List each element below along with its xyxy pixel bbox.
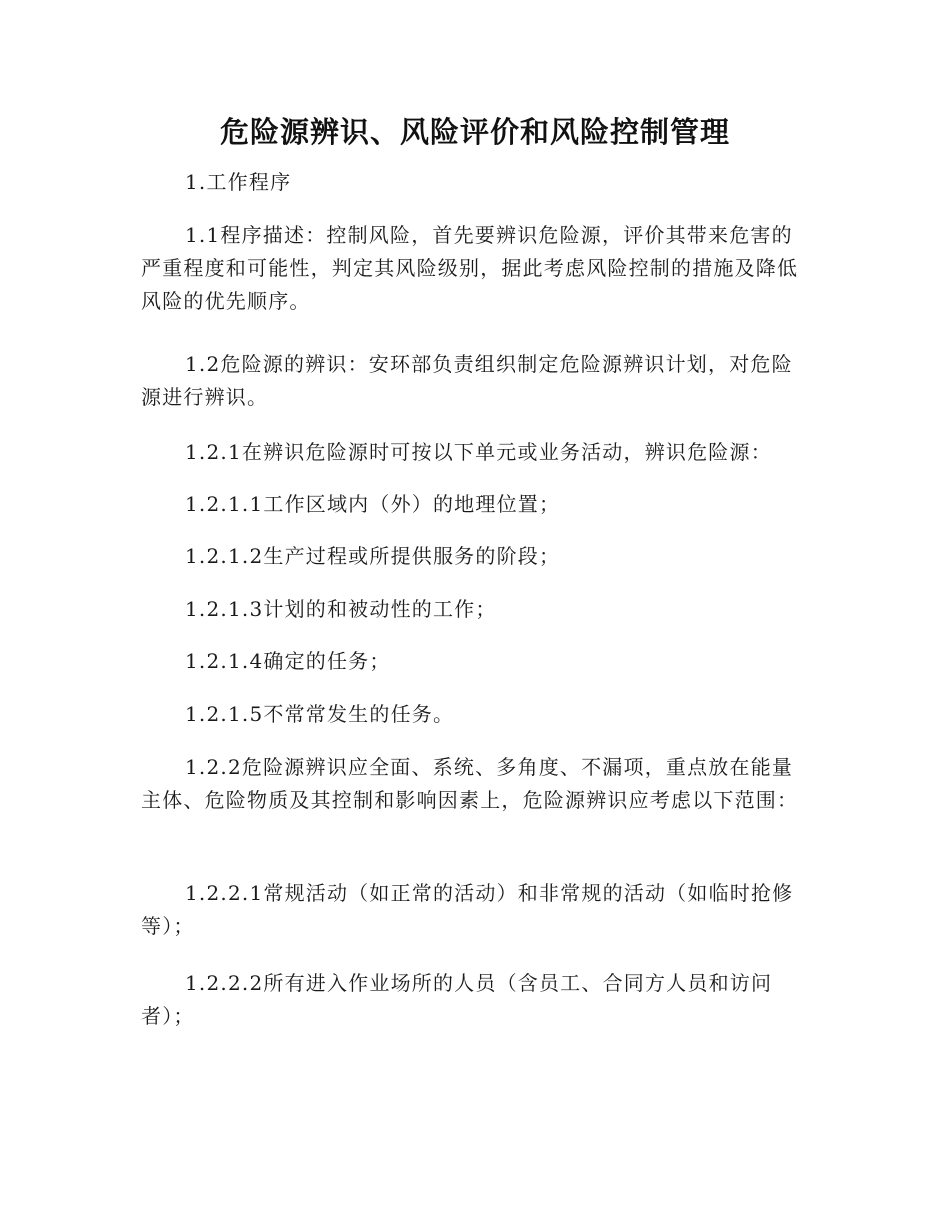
paragraph-1-2-1-4: 1.2.1.4确定的任务； <box>185 649 391 673</box>
paragraph-1-2-2-2: 1.2.2.2所有进入作业场所的人员（含员工、合同方人员和访问者）； <box>141 971 773 1028</box>
paragraph-1-2-1: 1.2.1在辨识危险源时可按以下单元或业务活动，辨识危险源： <box>185 440 772 464</box>
paragraph-1-1: 1.1程序描述：控制风险，首先要辨识危险源，评价其带来危害的严重程度和可能性，判定其风险级别，据此考虑风险控制的措施及降低风险的优先顺序。 <box>141 223 799 313</box>
paragraph-1-2-1-1: 1.2.1.1工作区域内（外）的地理位置； <box>185 492 561 516</box>
paragraph-1-2-1-5: 1.2.1.5不常常发生的任务。 <box>185 702 455 726</box>
paragraph-1-2-2-1: 1.2.2.1常规活动（如正常的活动）和非常规的活动（如临时抢修等）； <box>141 881 794 938</box>
paragraph-1-2: 1.2危险源的辨识：安环部负责组织制定危险源辨识计划，对危险源进行辨识。 <box>141 352 793 409</box>
paragraph-1-2-1-3: 1.2.1.3计划的和被动性的工作； <box>185 597 497 621</box>
paragraph-1-2-1-2: 1.2.1.2生产过程或所提供服务的阶段； <box>185 544 561 568</box>
document-title: 危险源辨识、风险评价和风险控制管理 <box>219 115 730 149</box>
paragraph-1-2-2: 1.2.2危险源辨识应全面、系统、多角度、不漏项，重点放在能量主体、危险物质及其控制和影响因素上，危险源辨识应考虑以下范围： <box>141 755 799 812</box>
paragraph-work-procedure: 1.工作程序 <box>185 170 292 194</box>
